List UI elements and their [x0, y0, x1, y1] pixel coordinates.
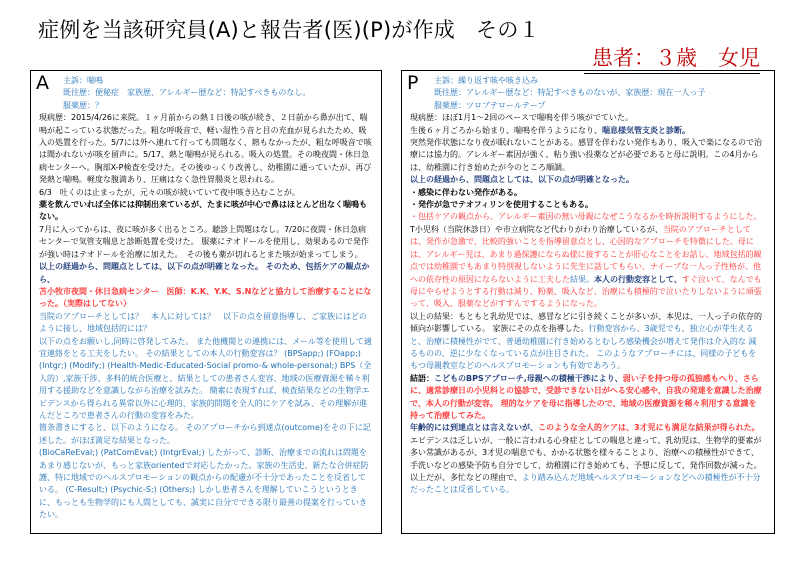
problem-summary-p: 以上の経過から、問題点としては、以下の点が明確となった。: [410, 175, 634, 185]
problem-1-p: ・感染に伴わない発作がある。: [410, 187, 522, 197]
age-note-text-p: 年齢的には到達点とは言えないが、: [410, 423, 538, 433]
course-p: 突然発作状態になり夜が眠れないことがある。感冒を伴わない発作もあり、吸入で楽になるので治療には協力的。アレルギー素因が強く、粘り強い投薬などが必要であると母に説明。この4月からは、幼稚園に行き始めたが今のところ順調。: [410, 138, 762, 172]
evidence-p: エビデンスは乏しいが、一般に言われる心身症としての喘息と違って、乳幼児は、生物学的要素が多い常識があるが、3才児の喘息でも、かかる状態を様々ることより、治療への積極性ができて、手洗いなどの感染予防も自分でして、幼稚園に行き始めても、予想に反して、発作回数が減った。: [410, 435, 762, 470]
course-june-a: 6/3 吐くのは止まったが、元々の咳が続いていて夜中咳き込むことが。: [39, 187, 300, 197]
reflection-p: [410, 472, 764, 497]
result-behavior-p: 行動変容から、3歳児でも、独立心が芽生えると、治療に積極性がでて、普通幼稚園に行き始めるとむしろ感染機会が増えて発作は介入的な 減るものの、逆に少なくなっている点が注目された。 このようなアプローチには、同様の子どもをもつ母親教室などのヘルスプロモーションも有効であろう。: [410, 324, 757, 371]
evaluation-a: (BioCaReEval;) (PatComEval;) (IntgrEval;) したがって、診断、治療までの流れは問題をあまり感じないが、もっと家族orientedで対応したかった。家族の生活史、新たな合併症防護、特に地域でのヘルスプロモーションの観点からの配慮が不十分であったことを反省している。 (C-Result;) (Psychic-S;) (Others;) しかし患者さんを理解していこうというときに、もっとも生物学的にも人間としても、誠実に自分でできる限り最善の提案を行っていきたい。: [39, 448, 369, 520]
history-a: [39, 87, 373, 99]
present-illness-p: 現病歴：ほぼ1月1〜2回のペースで喘鳴を伴う咳がでていた。: [410, 113, 633, 123]
past-history-a: 既往歴：便秘症: [63, 88, 127, 98]
reflection-text-p: 以上だが、多忙などの理由で、: [410, 473, 522, 482]
conclusion-p: [410, 373, 764, 423]
panel-letter-a: A: [36, 72, 49, 94]
approach-detail-a: 以下の点をお願いし,同時に啓発してみた。 また他機関との連携には、メール等を使用して適宜連絡をとる工夫をしたい。 その結果としての本人の行動変容は？ (BPSapp;) (FOapp;) (Intgr;) (Modify;) (Health-Medic-Educated-Social promo-& whole-personal;) BPS（全人的）,家族干渉、多科的統合医療と、結果としての患者さん変容、地域の医療資源を稀々利用する援助などを意識しながら治療を試みた。 簡素に表現すれば、検査結果などの生物学エビデンスから得られる異常以外に心理的、家族的問題を全人的にケアを試み、その理解が進んだところで患者さんの行動の変容をみた。: [39, 336, 372, 420]
chief-complaint-a: 主訴：喘鳴: [63, 76, 103, 85]
outcome-intro-a: 箇条書きにすると、以下のようになる。 そのアプローチから到達点(outcome)をその下に記述した。がほぼ満足な結果となった。: [39, 423, 371, 445]
approach-result-label-p: 結果。: [570, 274, 594, 284]
cooperation-a: 苫小牧市夜間・休日急病センター 医師：K.K、Y.K、S.Nなどと協力して治療することになった。（実際はしてない）: [39, 286, 372, 309]
age-note-p: [410, 422, 764, 434]
result-text-p: 以上の結果：もともと乳幼児では、感冒などに引き続くことが多いが、本児は、一人っ子の依存的傾向が影響している。 家族にその点を指導した。: [410, 311, 762, 334]
present-illness-a: 現病歴：2015/4/26に来院。１ヶ月前からの熱１日後の咳が続き、２日前から鼻が出て、喘鳴が起こっている状態だった。粗な呼吸音で、軽い湿性う音と目の充血が見られたため、吸入の処置を行った。5/7には外へ連れて行っても問題なく、熱もなかったが、粗な呼吸音で咳は聞かれないが咳を留声に。5/17、熱と喘鳴が見られる。吸入の処置。その晩夜間・休日急病センターへ。胸部X-P検査を受けた。その後ゆっくり改善し、幼稚園に通っていたが、再び発熱と喘鳴。軽度な腹満あり、圧痛はなく急性胃腸炎と思われる。: [39, 113, 372, 185]
conclusion-label-p: 結語：: [410, 373, 434, 383]
approach-detail-p: 当院のアプローチとしては、発作が急激で、比較的強いことを指導留意点とし、心因的なアプローチを特徴にした。母には、アレルギー児は、あまり過保護にならぬ様に接することが肝心なことをお話し、地域包括的観点では幼稚園でもあまり特別視しないように先生に話してもらい、ナイーブな一人っ子性格が、他への依存性の原因にならないように工夫した: [410, 224, 762, 284]
age-note-result-p: このような全人的ケアは、3才児にも満足な結果が得られた。: [538, 423, 760, 433]
diagnosis-p: 喘息様気管支炎と診断。: [602, 125, 690, 135]
behavior-change-p: すぐ泣いて、なんでも母にやらせようとする行動は減り、粉薬、吸入など、治療にも積極的で泣いたりしないように頑張って、吸入、服薬などがすすんでするようになった。: [410, 274, 762, 309]
behavior-change-label-p: 本人の行動変容として、: [594, 274, 682, 284]
approach-intro-p: T小児科（当院休診日）や市立病院など代わりがわり治療しているが、: [410, 224, 663, 234]
onset-text-p: 生後６ヶ月ごろから始まり、喘鳴を伴うようになり、: [410, 125, 602, 135]
conclusion-bps-p: こどものBPSアプローチ,母親への積極干渉により、: [434, 373, 623, 383]
family-history-a: 家族歴、アレルギー歴など：特記すべきものなし。: [127, 88, 311, 98]
problem-summary-a: 以上の経過から、問題点としては、以下の点が明確となった。 そのため、包括ケアの観点から、: [39, 262, 370, 284]
page-title: 症例を当該研究員(A)と報告者(医)(P)が作成 その１: [38, 18, 540, 42]
medication-history-p: 服薬歴：ツロブテロールテープ: [434, 100, 546, 110]
panel-researcher-a: [30, 70, 382, 534]
chief-complaint-p: 主訴：繰り返す咳や咳き込み: [434, 76, 538, 85]
history-p: [410, 87, 764, 99]
reflection-detail-p: より踏み込んだ地域ヘルスプロモーションなどへの積極性が不十分だったことは反省している。: [410, 473, 761, 495]
panel-reporter-p: [401, 70, 775, 534]
approach-p: [410, 224, 764, 311]
patient-info: 患者：３歳 女児: [584, 42, 760, 74]
onset-p: [410, 125, 764, 137]
past-history-p: 既往歴：アレルギー歴など：特記すべきものないが、: [434, 88, 626, 98]
conclusion-detail-p: 弱い子を持つ母の孤独感もへり、さらに、適常診療日の小児科との協診で、受診できない日がへる安心感や、自我の発達を意識した治療で、本人の行動が変容。 理的なケアを母に指導したので、地域の医療資源を稀々利用する意識を持って治療してみた。: [410, 373, 762, 420]
approach-question-a: 当院のアプローチとしては？ 本人に対しては？ 以下の点を留意指導し、ご家族にはどのように接し、地域包括的には？: [39, 311, 367, 334]
course-july-a: 7月に入ってからは、夜に咳が多く出るところ。聴診上問題はなし。7/20に夜間・休日急病センターで気管支喘息と診断処置を受けた。 服薬にテオドールを使用し、効果あるので発作が強い時はテオドールを治療に加えた。 その後も薬が切れるとまた咳が始まってしまう。: [39, 224, 369, 259]
course-bold-a: 薬を飲んでいれば全体には抑制出来ているが、たまに咳が中心で鼻はほとんど出なく喘鳴もない。: [39, 200, 367, 222]
family-history-p: 家族歴：現在一人っ子: [625, 88, 706, 98]
problem-2-p: ・発作が急でテオフィリンを使用することもある。: [410, 200, 593, 210]
problem-3-p: ・包括ケアの観点から、アレルギー素因の無い母親になぜこうなるかを時折説明するようにした。: [410, 212, 762, 222]
result-p: [410, 311, 764, 373]
panel-letter-p: P: [407, 72, 419, 94]
medication-history-a: 服薬歴：？: [63, 100, 103, 110]
